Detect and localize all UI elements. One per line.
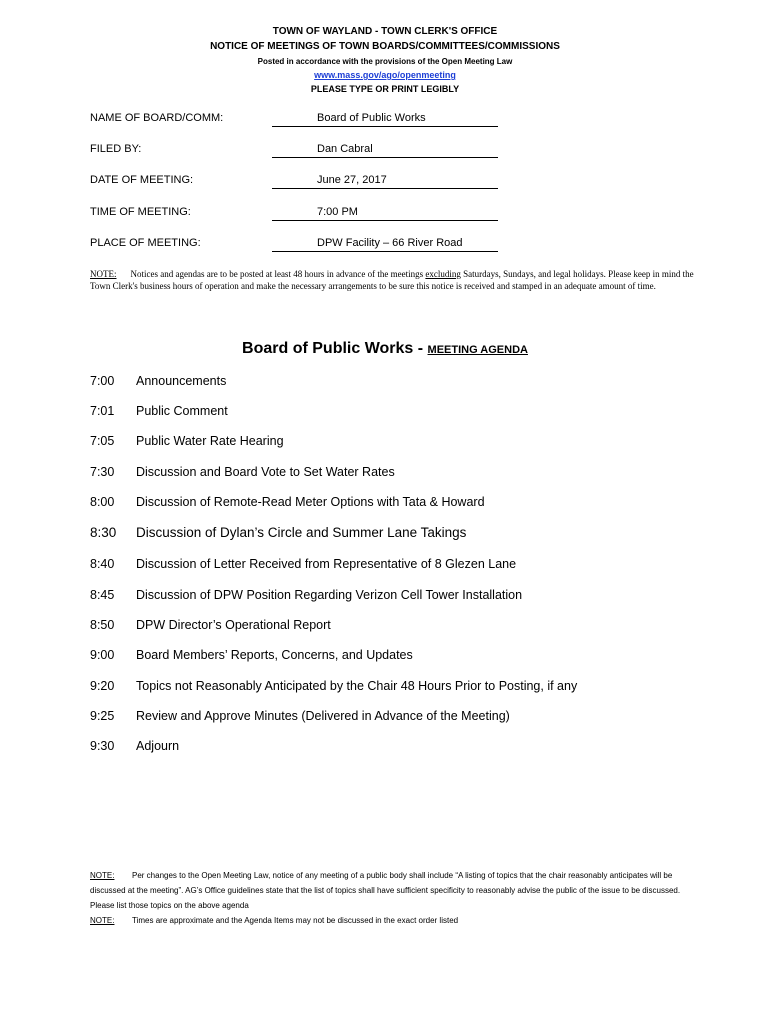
agenda-time: 7:00 <box>90 374 115 388</box>
meeting-date-value: June 27, 2017 <box>272 174 498 189</box>
notice-text-before: Notices and agendas are to be posted at least 48 hours in advance of the meetings <box>130 269 426 279</box>
field-meeting-date <box>90 174 510 192</box>
agenda-topic: Review and Approve Minutes (Delivered in Advance of the Meeting) <box>136 709 510 723</box>
board-name-value: Board of Public Works <box>272 112 498 127</box>
agenda-topic: Adjourn <box>136 739 180 753</box>
field-label: NAME OF BOARD/COMM: <box>90 112 224 124</box>
agenda-item <box>90 524 730 542</box>
agenda-topic: Public Water Rate Hearing <box>136 434 284 448</box>
notice-label: NOTE: <box>90 269 117 279</box>
agenda-time: 8:45 <box>90 588 115 602</box>
agenda-topic: Topics not Reasonably Anticipated by the Chair 48 Hours Prior to Posting, if any <box>136 679 578 693</box>
field-label: DATE OF MEETING: <box>90 174 194 186</box>
field-label: FILED BY: <box>90 143 142 155</box>
agenda-title-main: Board of Public Works - <box>242 340 428 357</box>
notice-title: NOTICE OF MEETINGS OF TOWN BOARDS/COMMITTEES/COMMISSIONS <box>210 41 560 52</box>
agenda-topic: DPW Director’s Operational Report <box>136 618 331 632</box>
agenda-time: 9:20 <box>90 679 115 693</box>
agenda-item <box>90 432 730 450</box>
agenda-topic: Discussion and Board Vote to Set Water Rates <box>136 465 395 479</box>
field-label: TIME OF MEETING: <box>90 206 191 218</box>
posting-notice <box>90 268 700 292</box>
agenda-item <box>90 463 730 481</box>
footer-note-text: Times are approximate and the Agenda Items may not be discussed in the exact order listed <box>132 916 459 925</box>
agenda-topic: Discussion of Remote-Read Meter Options with Tata & Howard <box>136 495 485 509</box>
agenda-item <box>90 586 730 604</box>
agenda-title-sub: MEETING AGENDA <box>427 344 528 356</box>
agenda-item <box>90 677 730 695</box>
agenda-item <box>90 616 730 634</box>
agenda-topic: Board Members’ Reports, Concerns, and Updates <box>136 648 413 662</box>
office-title: TOWN OF WAYLAND - TOWN CLERK'S OFFICE <box>272 26 498 37</box>
field-filed-by <box>90 143 510 161</box>
meeting-time-value: 7:00 PM <box>272 206 498 221</box>
agenda-topic: Discussion of Letter Received from Representative of 8 Glezen Lane <box>136 557 517 571</box>
agenda-time: 7:01 <box>90 404 115 418</box>
footer-note-label: NOTE: <box>90 916 115 925</box>
agenda-time: 8:30 <box>90 525 117 540</box>
agenda-item <box>90 402 730 420</box>
open-meeting-link[interactable]: www.mass.gov/ago/openmeeting <box>314 70 456 80</box>
agenda-time: 8:00 <box>90 495 115 509</box>
field-board-name <box>90 112 510 130</box>
agenda-item <box>90 646 730 664</box>
notice-text-after: Saturdays, Sundays, and legal holidays. Please keep in mind the Town Clerk's business hours of operation and make the necessary arrangements to be sure this notice is received and stamped in an adequate amount of time. <box>90 269 694 291</box>
field-meeting-place <box>90 237 510 255</box>
agenda-item <box>90 707 730 725</box>
agenda-item <box>90 372 730 390</box>
agenda-time: 7:05 <box>90 434 115 448</box>
agenda-item <box>90 493 730 511</box>
agenda-title <box>0 340 770 358</box>
agenda-item <box>90 555 730 573</box>
agenda-topic: Announcements <box>136 374 227 388</box>
footer-note-label: NOTE: <box>90 871 115 880</box>
notice-emphasis: excluding <box>425 269 461 279</box>
agenda-time: 8:40 <box>90 557 115 571</box>
agenda-time: 9:25 <box>90 709 115 723</box>
agenda-time: 9:30 <box>90 739 115 753</box>
filed-by-value: Dan Cabral <box>272 143 498 158</box>
meeting-place-value: DPW Facility – 66 River Road <box>272 237 498 252</box>
footer-note-text: Per changes to the Open Meeting Law, notice of any meeting of a public body shall include “A listing of topics that the chair reasonably anticipates will be discussed at the meeting”. AG’s Office guidelines state that the list of topics shall have sufficient specificity to reasonably advise the public of the issue to be discussed. Please list those topics on the above agenda <box>90 871 681 910</box>
agenda-item <box>90 737 730 755</box>
field-label: PLACE OF MEETING: <box>90 237 201 249</box>
posting-statement: Posted in accordance with the provisions of the Open Meeting Law <box>257 57 513 66</box>
agenda-time: 8:50 <box>90 618 115 632</box>
legibility-instruction: PLEASE TYPE OR PRINT LEGIBLY <box>310 84 460 94</box>
times-approximate-note <box>90 913 700 928</box>
agenda-topic: Discussion of Dylan’s Circle and Summer Lane Takings <box>136 525 467 540</box>
agenda-topic: Public Comment <box>136 404 228 418</box>
agenda-time: 9:00 <box>90 648 115 662</box>
agenda-topic: Discussion of DPW Position Regarding Verizon Cell Tower Installation <box>136 588 523 602</box>
open-meeting-law-note <box>90 868 700 913</box>
field-meeting-time <box>90 206 510 224</box>
agenda-time: 7:30 <box>90 465 115 479</box>
